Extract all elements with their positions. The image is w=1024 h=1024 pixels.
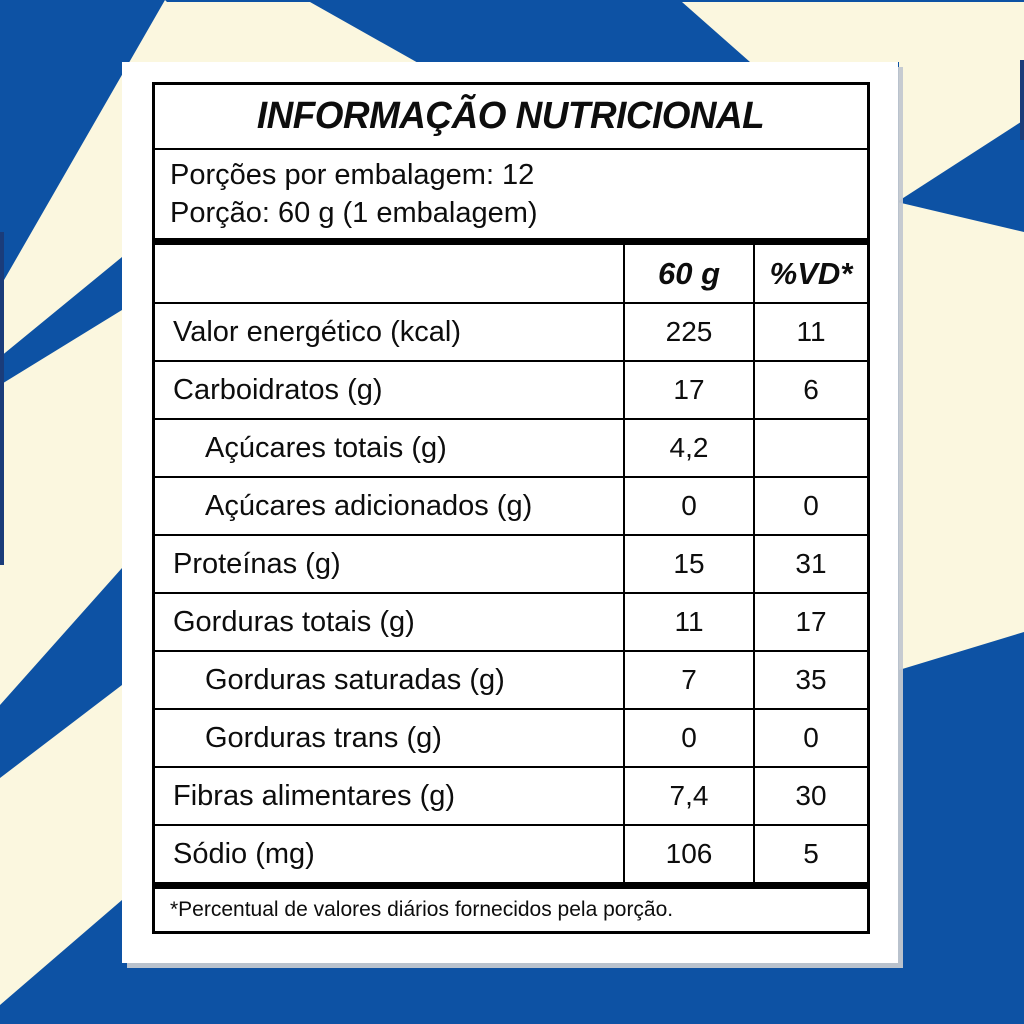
row-dv [755, 420, 867, 476]
row-dv: 30 [795, 780, 827, 811]
row-label: Gorduras saturadas (g) [155, 652, 625, 708]
row-amount: 4,2 [625, 420, 755, 476]
column-header-amount: 60 g [625, 245, 755, 302]
table-body [155, 304, 867, 889]
row-amount: 15 [625, 536, 755, 592]
row-amount: 17 [625, 362, 755, 418]
column-header-blank [155, 245, 625, 302]
row-label: Carboidratos (g) [155, 362, 625, 418]
row-label: Sódio (mg) [155, 826, 625, 882]
row-amount: 0 [625, 710, 755, 766]
table-row [155, 420, 867, 478]
table-row [155, 478, 867, 536]
row-amount: 7 [625, 652, 755, 708]
row-label: Açúcares totais (g) [155, 420, 625, 476]
row-label: Proteínas (g) [155, 536, 625, 592]
row-amount: 7,4 [625, 768, 755, 824]
navy-strip-right [1020, 60, 1024, 140]
nutrition-table [152, 82, 870, 934]
nutrition-card [122, 62, 898, 963]
footnote-row [155, 889, 867, 931]
serving-size: Porção: 60 g (1 embalagem) [170, 196, 538, 229]
row-dv: 6 [803, 374, 819, 405]
table-header-row [155, 245, 867, 304]
servings-per-package: Porções por embalagem: 12 [170, 158, 535, 191]
row-label: Gorduras totais (g) [155, 594, 625, 650]
row-dv: 0 [803, 722, 819, 753]
navy-strip-left [0, 232, 4, 565]
row-dv: 31 [795, 548, 827, 579]
table-row [155, 826, 867, 889]
row-dv: 17 [795, 606, 827, 637]
table-row [155, 536, 867, 594]
row-dv: 5 [803, 838, 819, 869]
row-label: Fibras alimentares (g) [155, 768, 625, 824]
row-label: Açúcares adicionados (g) [155, 478, 625, 534]
serving-info [155, 150, 867, 245]
table-title-row [155, 85, 867, 150]
row-amount: 0 [625, 478, 755, 534]
row-amount: 11 [625, 594, 755, 650]
table-row [155, 652, 867, 710]
row-dv: 35 [795, 664, 827, 695]
row-label: Gorduras trans (g) [155, 710, 625, 766]
column-header-dv: %VD* [769, 255, 853, 291]
row-dv: 11 [796, 316, 826, 347]
table-row [155, 362, 867, 420]
table-row [155, 594, 867, 652]
table-row [155, 768, 867, 826]
footnote-text: *Percentual de valores diários fornecidos pela porção. [170, 898, 674, 921]
table-row [155, 710, 867, 768]
row-amount: 106 [625, 826, 755, 882]
row-dv: 0 [803, 490, 819, 521]
table-title: INFORMAÇÃO NUTRICIONAL [257, 95, 765, 137]
table-row [155, 304, 867, 362]
row-label: Valor energético (kcal) [155, 304, 625, 360]
row-amount: 225 [625, 304, 755, 360]
